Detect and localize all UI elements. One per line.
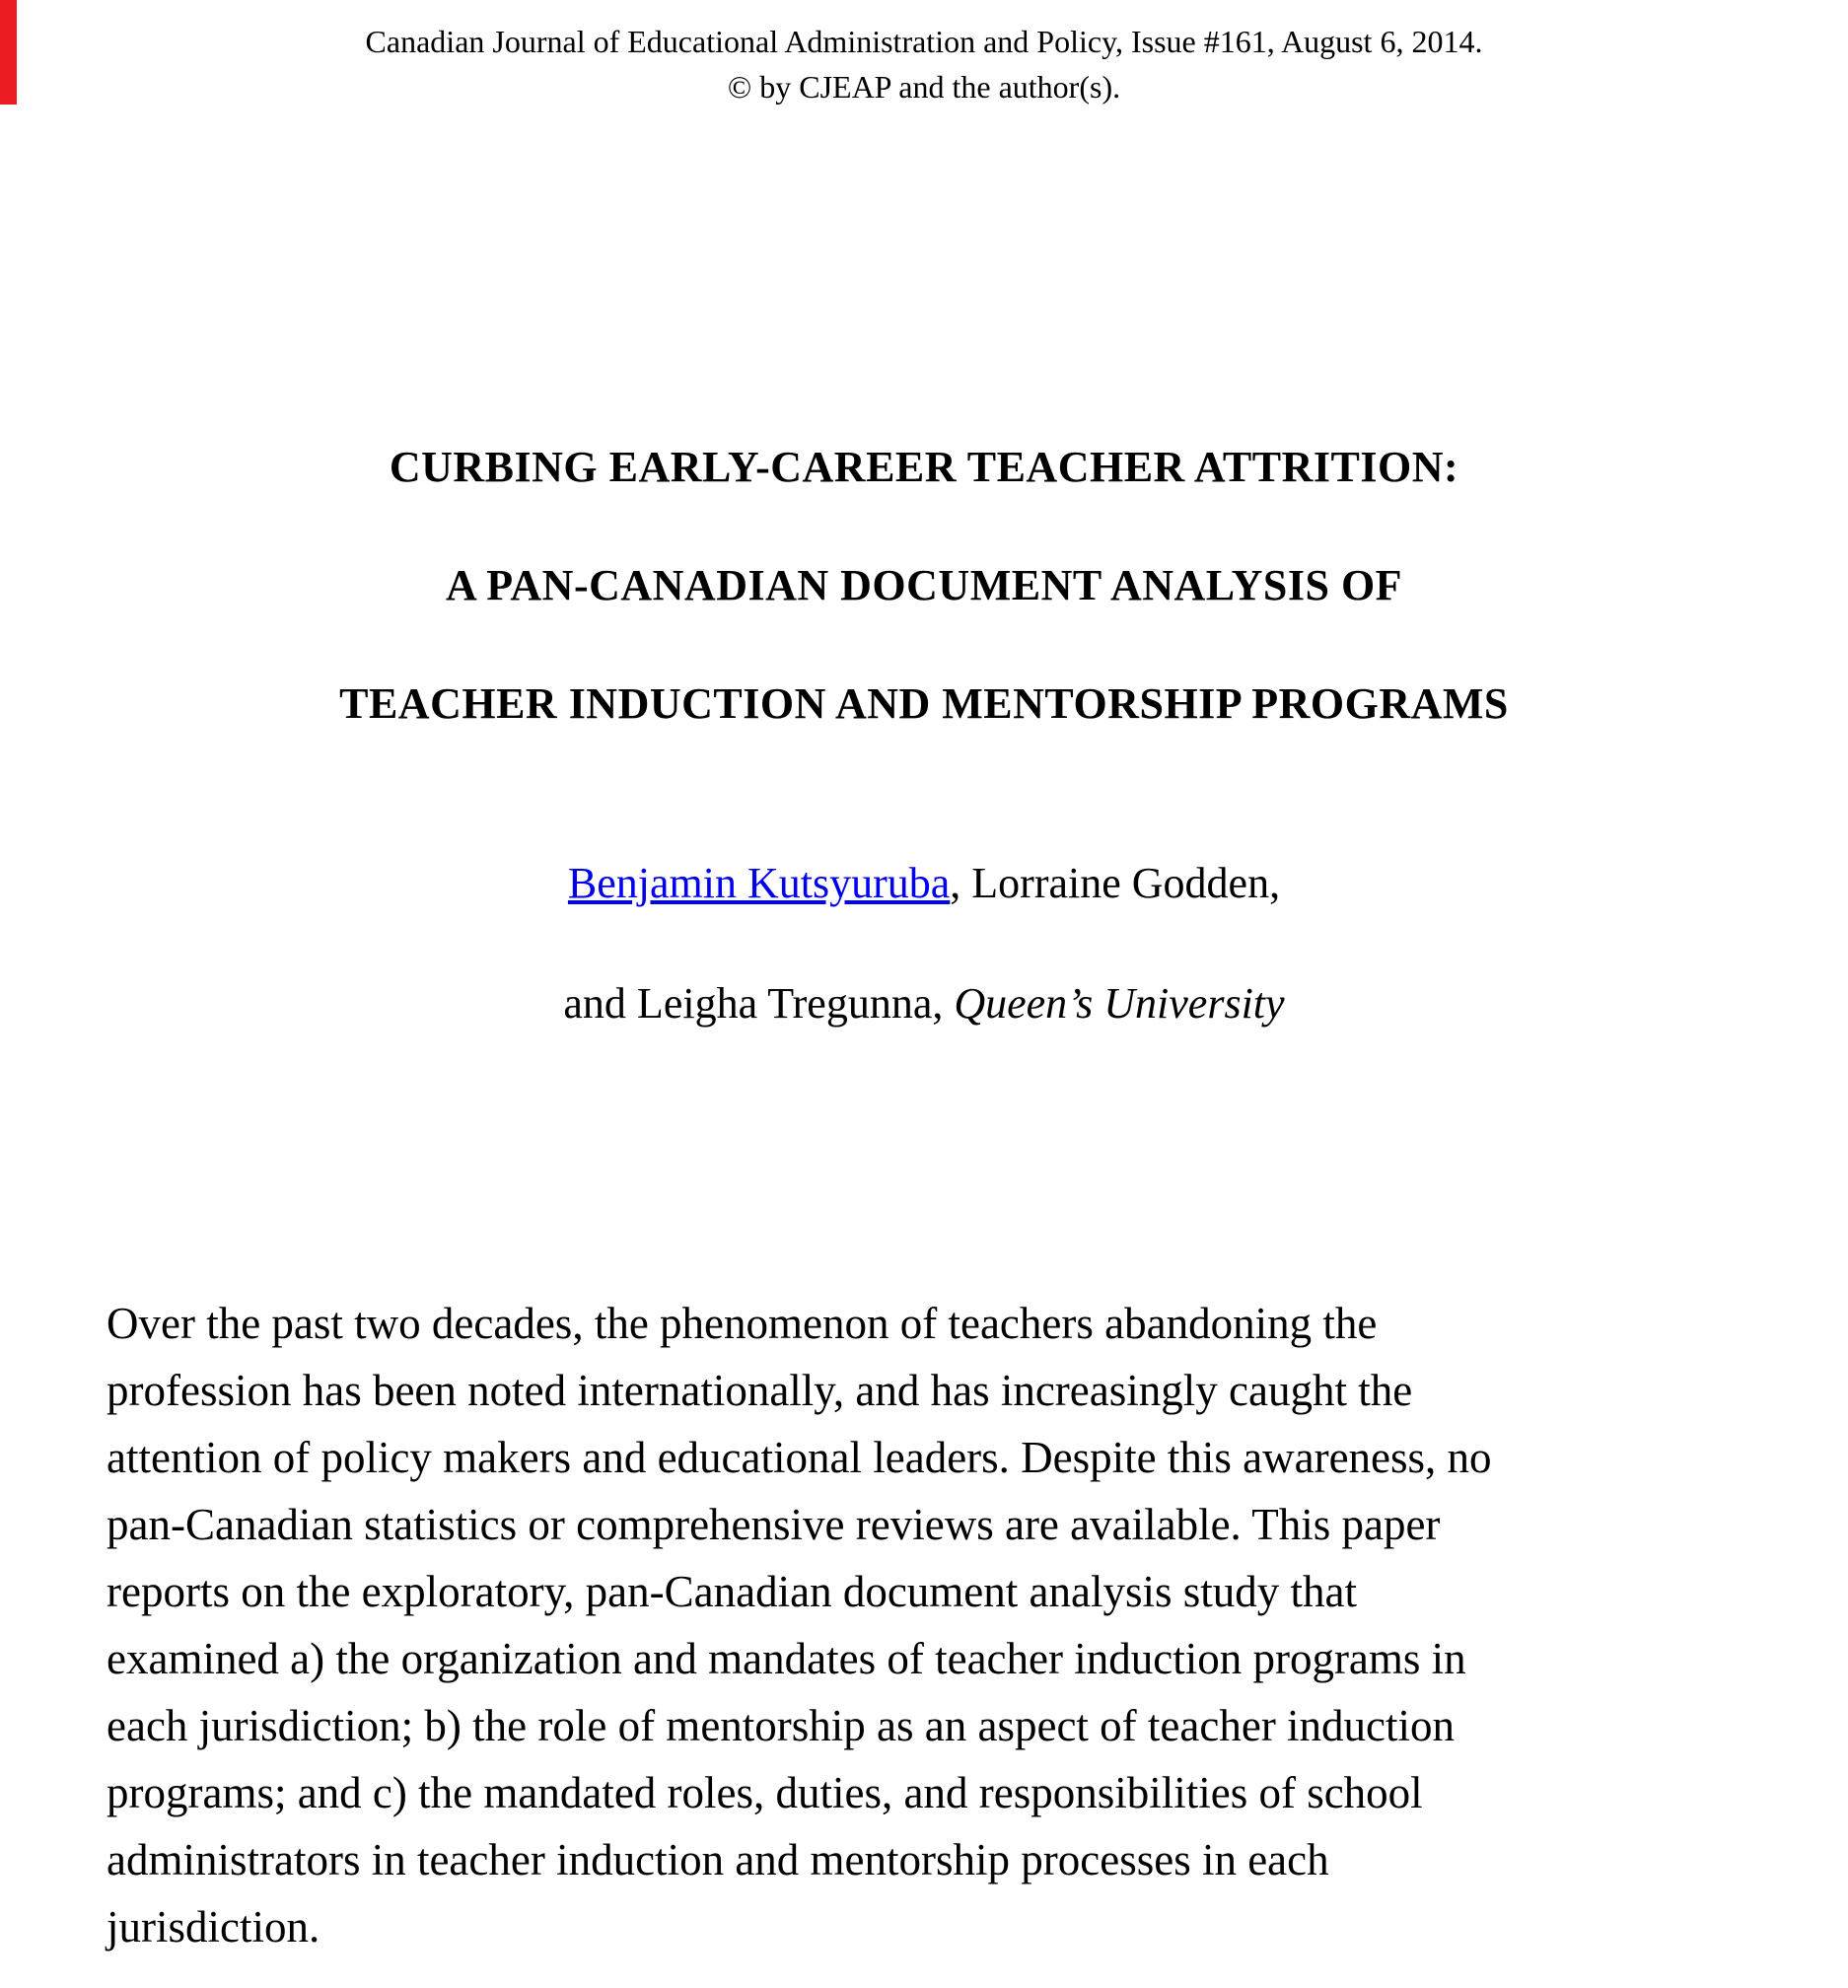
paper-title-line-2: A PAN-CANADIAN DOCUMENT ANALYSIS OF <box>445 561 1403 609</box>
paper-title-line-3: TEACHER INDUCTION AND MENTORSHIP PROGRAMS <box>339 679 1509 728</box>
paper-title-line-1: CURBING EARLY-CAREER TEACHER ATTRITION: <box>389 443 1459 491</box>
abstract-paragraph <box>107 1290 1763 1960</box>
authors-line-2-text: and Leigha Tregunna, <box>563 979 955 1028</box>
abstract-line: jurisdiction. <box>107 1902 320 1952</box>
abstract-line: Over the past two decades, the phenomenon of teachers abandoning the <box>107 1299 1378 1348</box>
author-link-benjamin-kutsyuruba[interactable]: Benjamin Kutsyuruba <box>567 859 951 907</box>
authors-line-1 <box>0 858 1848 908</box>
authors-line-1-rest: , Lorraine Godden, <box>950 859 1281 907</box>
affiliation-text: Queen’s University <box>954 979 1285 1028</box>
authors-line-2 <box>0 978 1848 1029</box>
copyright-line: © by CJEAP and the author(s). <box>727 69 1121 105</box>
abstract-line: profession has been noted internationally, and has increasingly caught the <box>107 1366 1413 1415</box>
abstract-line: reports on the exploratory, pan-Canadian document analysis study that <box>107 1567 1357 1616</box>
abstract-line: pan-Canadian statistics or comprehensive reviews are available. This paper <box>107 1500 1441 1549</box>
journal-citation: Canadian Journal of Educational Administration and Policy, Issue #161, August 6, 2014. <box>365 24 1483 59</box>
abstract-line: attention of policy makers and educational leaders. Despite this awareness, no <box>107 1433 1492 1482</box>
abstract-line: administrators in teacher induction and mentorship processes in each <box>107 1835 1329 1884</box>
abstract-line: examined a) the organization and mandates of teacher induction programs in <box>107 1634 1466 1683</box>
abstract-line: each jurisdiction; b) the role of mentorship as an aspect of teacher induction <box>107 1701 1456 1750</box>
abstract-line: programs; and c) the mandated roles, duties, and responsibilities of school <box>107 1768 1423 1817</box>
